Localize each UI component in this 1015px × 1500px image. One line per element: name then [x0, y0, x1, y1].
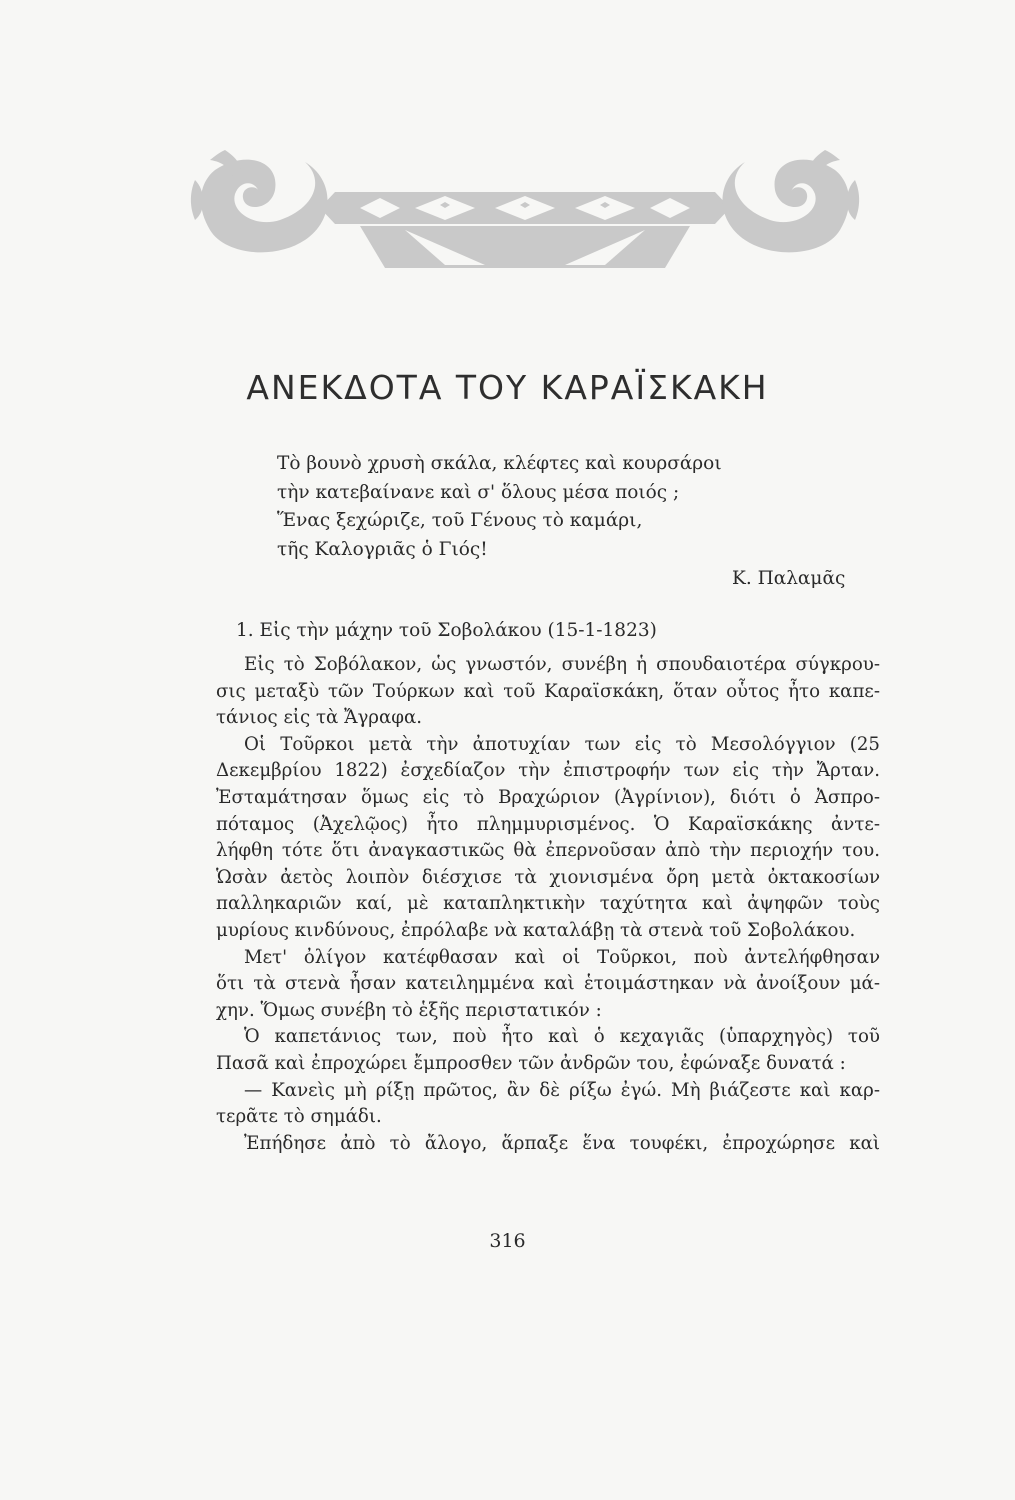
text-line: λήφθη τότε ὅτι ἀναγκαστικῶς θὰ ἐπερνοῦσαν ἀπὸ τὴν περιοχήν του. — [216, 840, 880, 862]
body-text — [216, 652, 880, 1157]
page-number: 316 — [489, 1230, 526, 1252]
decorative-ornament-banner — [185, 150, 865, 275]
text-line: χην. Ὅμως συνέβη τὸ ἑξῆς περιστατικόν : — [216, 999, 602, 1021]
text-line: — Κανεὶς μὴ ρίξῃ πρῶτος, ἂν δὲ ρίξω ἐγώ. Μὴ βιάζεστε καὶ καρ- — [244, 1079, 880, 1101]
poem-line: τὴν κατεβαίνανε καὶ σ' ὅλους μέσα ποιός ; — [277, 481, 680, 503]
text-line: σις μεταξὺ τῶν Τούρκων καὶ τοῦ Καραϊσκάκη, ὅταν οὗτος ἦτο καπε- — [216, 680, 880, 702]
text-line: Ἐπήδησε ἀπὸ τὸ ἄλογο, ἅρπαξε ἕνα τουφέκι, ἐπροχώρησε καὶ — [244, 1132, 880, 1154]
epigraph-poem — [277, 450, 722, 564]
text-line: μυρίους κινδύνους, ἐπρόλαβε νὰ καταλάβῃ τὰ στενὰ τοῦ Σοβολάκου. — [216, 919, 856, 941]
text-line: Μετ' ὀλίγον κατέφθασαν καὶ οἱ Τοῦρκοι, ποὺ ἀντελήφθησαν — [244, 946, 880, 968]
text-line: Εἰς τὸ Σοβόλακον, ὡς γνωστόν, συνέβη ἡ σπουδαιοτέρα σύγκρου- — [244, 654, 880, 675]
text-line: τάνιος εἰς τὰ Ἄγραφα. — [216, 707, 423, 729]
text-line: Πασᾶ καὶ ἐπροχώρει ἔμπροσθεν τῶν ἀνδρῶν του, ἐφώναξε δυνατά : — [216, 1052, 846, 1074]
section-heading: 1. Εἰς τὴν μάχην τοῦ Σοβολάκου (15-1-1823) — [236, 620, 657, 641]
poem-line: τῆς Καλογριᾶς ὁ Γιός! — [277, 538, 488, 560]
text-line: Οἱ Τοῦρκοι μετὰ τὴν ἀποτυχίαν των εἰς τὸ Μεσολόγγιον (25 — [244, 733, 880, 755]
text-line: τερᾶτε τὸ σημάδι. — [216, 1106, 382, 1128]
page-title: ΑΝΕΚΔΟΤΑ ΤΟΥ ΚΑΡΑΪΣΚΑΚΗ — [246, 368, 769, 407]
poem-line: Ἕνας ξεχώριζε, τοῦ Γένους τὸ καμάρι, — [277, 510, 643, 531]
text-line: Δεκεμβρίου 1822) ἐσχεδίαζον τὴν ἐπιστροφήν των εἰς τὴν Ἄρταν. — [216, 760, 880, 782]
text-line: παλληκαριῶν καί, μὲ καταπληκτικὴν ταχύτητα καὶ ἀψηφῶν τοὺς — [216, 893, 880, 915]
poem-line: Τὸ βουνὸ χρυσὴ σκάλα, κλέφτες καὶ κουρσάροι — [277, 453, 722, 474]
epigraph-attribution: Κ. Παλαμᾶς — [732, 568, 846, 589]
text-line: Ὡσὰν ἀετὸς λοιπὸν διέσχισε τὰ χιονισμένα ὄρη μετὰ ὀκτακοσίων — [216, 866, 880, 888]
text-line: πόταμος (Ἀχελῷος) ἦτο πλημμυρισμένος. Ὁ Καραϊσκάκης ἀντε- — [216, 813, 880, 835]
text-line: Ὁ καπετάνιος των, ποὺ ἦτο καὶ ὁ κεχαγιᾶς (ὑπαρχηγὸς) τοῦ — [244, 1026, 880, 1048]
text-line: ὅτι τὰ στενὰ ἦσαν κατειλημμένα καὶ ἑτοιμάστηκαν νὰ ἀνοίξουν μά- — [216, 973, 880, 995]
text-line: Ἐσταμάτησαν ὅμως εἰς τὸ Βραχώριον (Ἀγρίνιον), διότι ὁ Ἀσπρο- — [216, 786, 880, 808]
